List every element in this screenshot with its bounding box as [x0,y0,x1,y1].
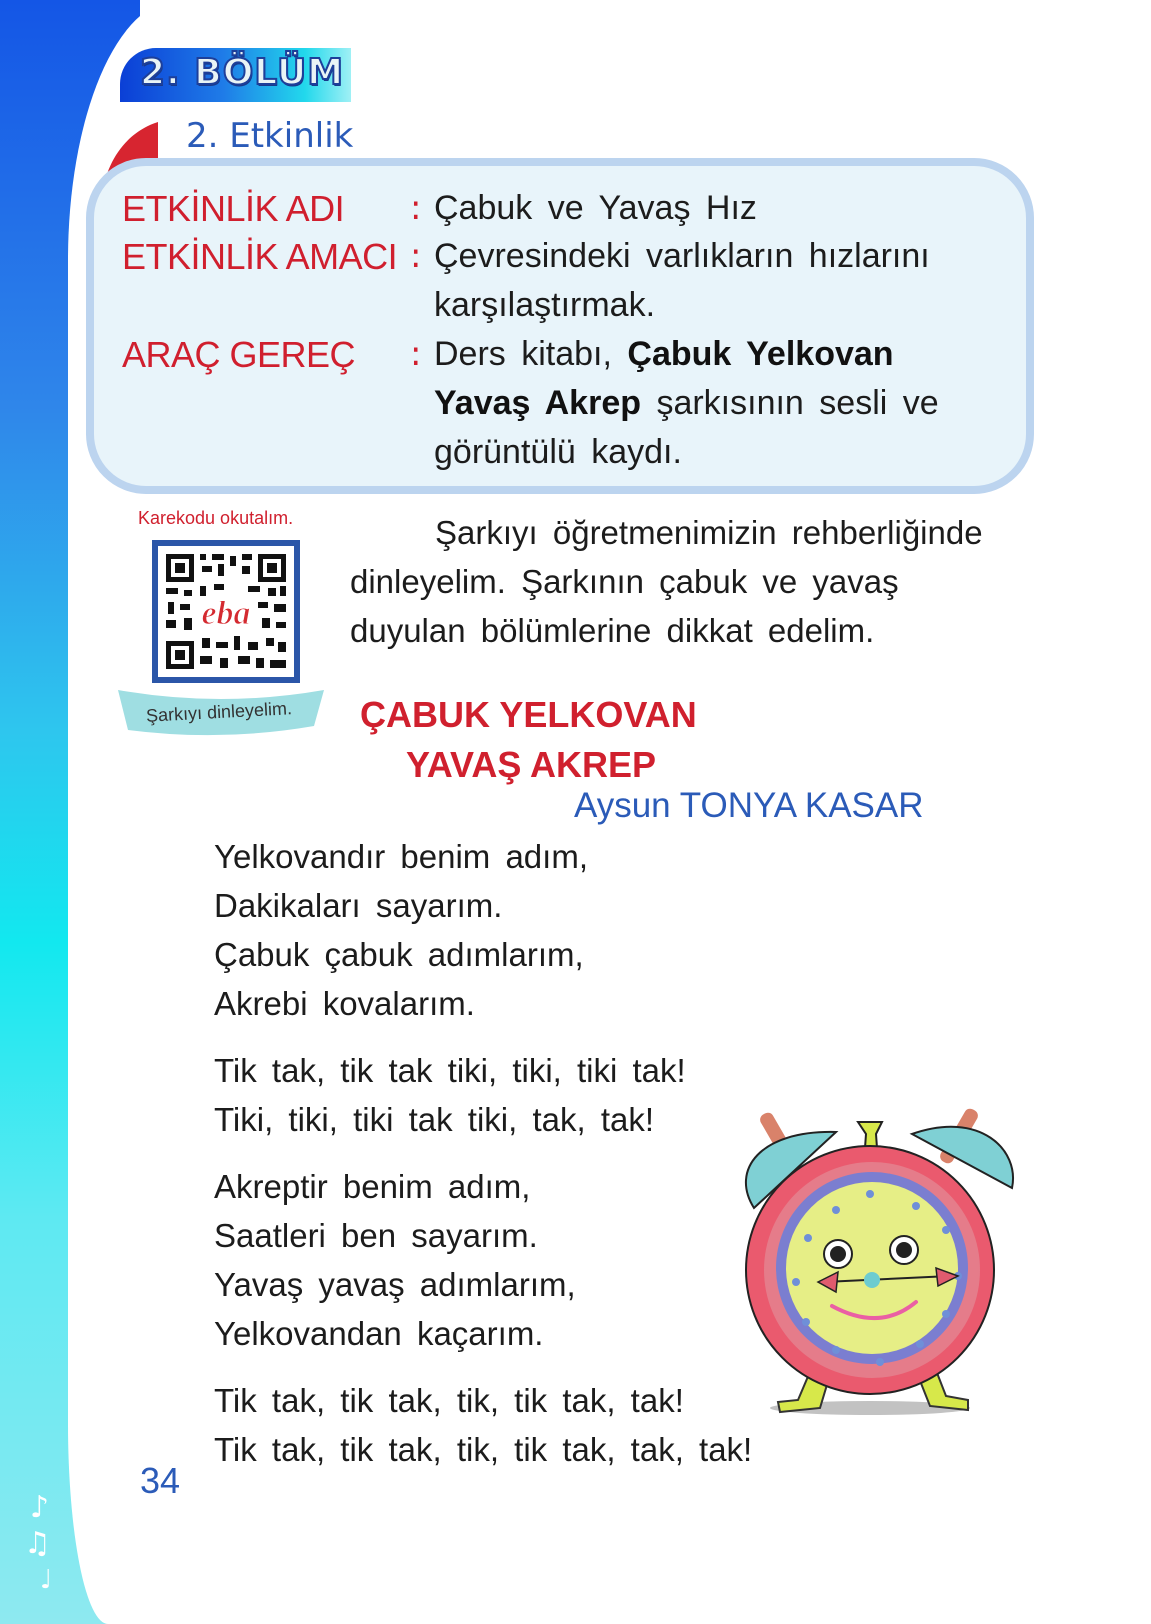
qr-caption: Karekodu okutalım. [138,508,294,528]
lyric-line: Yavaş yavaş adımlarım, [214,1266,576,1303]
song-author: Aysun TONYA KASAR [574,786,924,825]
info-label: ARAÇ GEREÇ [122,334,356,375]
stanza-2 [214,1046,752,1144]
lyric-line: Tik tak, tik tak tiki, tiki, tiki tak! [214,1052,686,1089]
section-badge [120,48,351,102]
lyric-line: Tik tak, tik tak, tik, tik tak, tak! [214,1382,684,1419]
music-notes-decoration [24,1490,80,1600]
eba-logo-text: eba [201,595,251,632]
qr-ribbon-label: Şarkıyı dinleyelim. [145,698,293,726]
qr-code-icon [158,546,294,677]
info-colon: : [410,334,422,374]
stanza-4 [214,1376,752,1474]
song-title-line1: ÇABUK YELKOVAN [360,694,697,735]
lyric-line: Yelkovandır benim adım, [214,838,588,875]
alarm-clock-illustration [720,1070,1020,1430]
info-colon: : [410,236,422,276]
song-name-bold: Çabuk Yelkovan Yavaş Akrep [434,335,894,422]
intro-paragraph [350,508,1000,655]
lyric-line: Saatleri ben sayarım. [214,1217,538,1254]
info-value: Çabuk ve Yavaş Hız [434,189,757,227]
qr-code[interactable] [152,540,300,683]
page-number: 34 [140,1460,181,1501]
section-badge-label: 2. BÖLÜM [140,52,345,93]
info-label: ETKİNLİK ADI [122,188,345,229]
lyric-line: Akreptir benim adım, [214,1168,531,1205]
activity-heading: 2. Etkinlik [186,116,354,156]
info-value-prefix: Ders kitabı, [434,335,628,373]
song-title-line2: YAVAŞ AKREP [406,744,657,785]
info-value: Çevresindeki varlıkların hızlarını karşılaştırmak. [434,237,930,324]
song-title [360,690,697,790]
info-value-suffix: şarkısının sesli ve görüntülü kaydı. [434,384,939,471]
lyric-line: Tik tak, tik tak, tik, tik tak, tak, tak! [214,1431,753,1468]
lyric-line: Akrebi kovalarım. [214,985,475,1022]
info-value [434,330,1004,477]
lyric-line: Tiki, tiki, tiki tak tiki, tak, tak! [214,1101,655,1138]
music-note-icon: ♩ [40,1565,53,1595]
activity-info-box [86,158,1034,494]
intro-text: Şarkıyı öğretmenimizin rehberliğinde dinleyelim. Şarkının çabuk ve yavaş duyulan bölümlerine dikkat edelim. [350,514,983,649]
stanza-1 [214,832,752,1028]
beamed-notes-icon: ♫ [24,1526,51,1561]
song-lyrics [214,832,752,1492]
music-note-icon: ♪ [30,1490,50,1525]
stanza-3 [214,1162,752,1358]
info-colon: : [410,188,422,228]
lyric-line: Dakikaları sayarım. [214,887,503,924]
lyric-line: Yelkovandan kaçarım. [214,1315,544,1352]
lyric-line: Çabuk çabuk adımlarım, [214,936,584,973]
info-label: ETKİNLİK AMACI [122,236,398,277]
